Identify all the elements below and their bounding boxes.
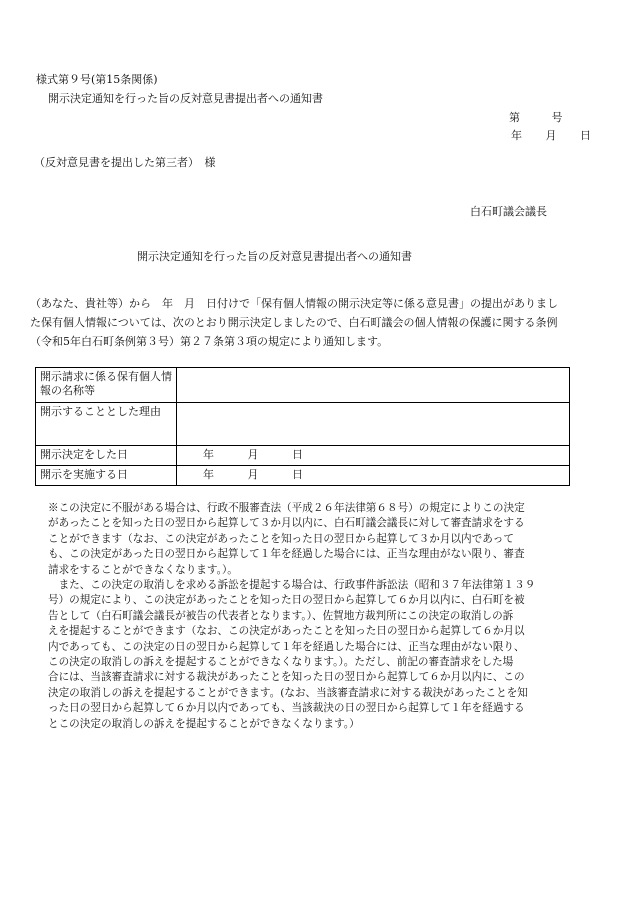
doc-number: [509, 109, 563, 125]
doc-date-year: 年: [511, 129, 522, 142]
date-year: 年: [203, 448, 214, 461]
table-label: 開示決定をした日: [36, 446, 177, 466]
note-line: この決定の取消しの訴えを提起することができなくなります。）。ただし、前記の審査請求をした場: [48, 656, 514, 669]
intro-line: た保有個人情報については、次のとおり開示決定しましたので、白石町議会の個人情報の保護に関する条例: [30, 316, 558, 329]
addressee: （反対意見書を提出した第三者） 様: [34, 156, 216, 169]
note-line: えを提起することができます（なお、この決定があったことを知った日の翌日から起算して６か月以: [48, 625, 525, 638]
note-line: ことができます（なお、この決定があったことを知った日の翌日から起算して３か月以内であって: [48, 532, 514, 545]
note-line: とこの決定の取消しの訴えを提起することができなくなります。）: [48, 717, 360, 730]
form-number: 様式第９号(第15条関係): [36, 73, 158, 86]
note-line: 請求をすることができなくなります。）。: [48, 563, 238, 576]
date-month: 月: [247, 468, 259, 481]
table-value: [177, 368, 570, 403]
doc-date-day: 日: [580, 129, 591, 142]
table-row: [36, 466, 570, 486]
table-date: [177, 466, 570, 486]
note-line: った日の翌日から起算して６か月以内であっても、当該裁決の日の翌日から起算して１年を経過する: [48, 702, 525, 715]
main-title: 開示決定通知を行った旨の反対意見書提出者への通知書: [137, 250, 412, 263]
note-line: があったことを知った日の翌日から起算して３か月以内に、白石町議会議長に対して審査請求をする: [48, 517, 525, 530]
note-line: も、この決定があった日の翌日から起算して１年を経過した場合には、正当な理由がない限り、審査: [48, 548, 525, 561]
note-line: 号）の規定により、この決定があったことを知った日の翌日から起算して６か月以内に、白石町を被: [48, 594, 525, 607]
table-row: [36, 368, 570, 403]
table-row: [36, 403, 570, 446]
note-line: 内であっても、この決定の日の翌日から起算して１年を経過した場合には、正当な理由がない限り、: [48, 640, 525, 653]
note-line: また、この決定の取消しを求める訴訟を提起する場合は、行政事件訴訟法（昭和３７年法律第１３９: [48, 579, 536, 592]
notice-paragraph: [48, 501, 535, 732]
date-day: 日: [292, 448, 303, 461]
note-line: 決定の取消しの訴えを提起することができます。(なお、当該審査請求に対する裁決があったことを知: [48, 686, 528, 699]
date-day: 日: [292, 468, 303, 481]
doc-number-go: 号: [551, 111, 563, 124]
form-title: 開示決定通知を行った旨の反対意見書提出者への通知書: [48, 92, 323, 105]
table-date: [177, 446, 570, 466]
disclosure-table: [35, 367, 570, 486]
sender: 白石町議会議長: [470, 205, 547, 218]
intro-paragraph: [30, 294, 558, 351]
table-value: [177, 403, 570, 446]
note-line: 告として（白石町議会議長が被告の代表者となります。）、佐賀地方裁判所にこの決定の取消しの訴: [48, 609, 514, 622]
intro-line: （令和5年白石町条例第３号）第２７条第３項の規定により通知します。: [30, 335, 389, 348]
date-month: 月: [247, 448, 259, 461]
table-row: [36, 446, 570, 466]
doc-number-dai: 第: [509, 111, 520, 124]
table-label: 開示請求に係る保有個人情報の名称等: [36, 368, 177, 403]
table-label: 開示することとした理由: [36, 403, 177, 446]
table-label: 開示を実施する日: [36, 466, 177, 486]
note-line: 合には、当該審査請求に対する裁決があったことを知った日の翌日から起算して６か月以内に、この: [48, 671, 525, 684]
doc-date-month: 月: [545, 129, 557, 142]
doc-date: [511, 127, 591, 143]
note-line: ※この決定に不服がある場合は、行政不服審査法（平成２６年法律第６８号）の規定によりこの決定: [48, 502, 525, 514]
intro-line: （あなた、貴社等）から 年 月 日付けで「保有個人情報の開示決定等に係る意見書」の提出がありまし: [30, 297, 558, 310]
date-year: 年: [203, 468, 214, 481]
